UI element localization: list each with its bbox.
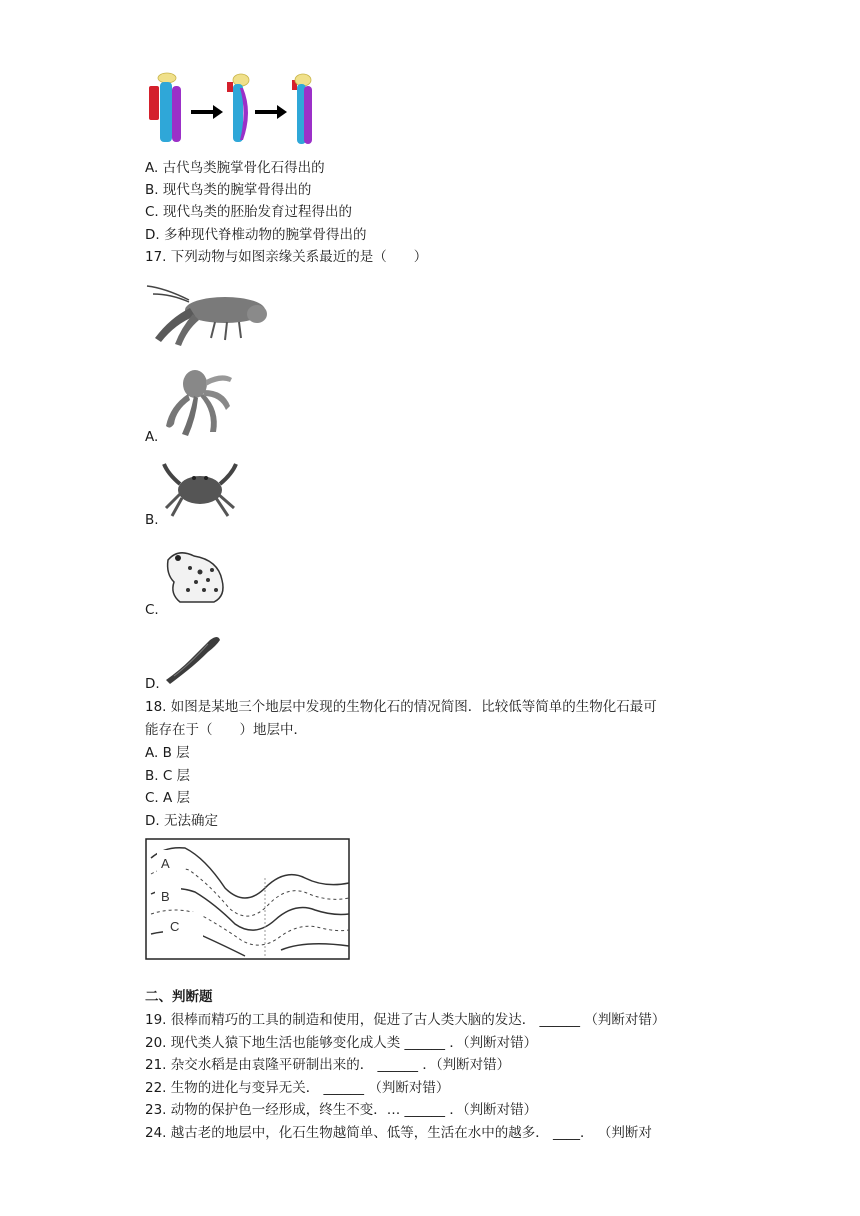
q16-option-a: A. 古代鸟类腕掌骨化石得出的 [145,160,325,176]
q16-option-c: C. 现代鸟类的胚胎发育过程得出的 [145,204,353,220]
q18-option-b: B. C 层 [145,768,191,784]
crab-image [160,460,240,520]
layer-label-a: A [161,856,170,871]
judge-item-24: 24. 越古老的地层中，化石生物越简单、低等，生活在水中的越多． ____． （判断对 [145,1125,652,1141]
earthworm-image [160,630,225,685]
judge-item-22: 22. 生物的进化与变异无关． ______ （判断对错） [145,1080,450,1096]
judge-item-19: 19. 很棒而精巧的工具的制造和使用，促进了古人类大脑的发达． ______ （判断对错） [145,1012,666,1028]
q17-stem: 17. 下列动物与如图亲缘关系最近的是（ ） [145,249,428,265]
judge-item-21: 21. 杂交水稻是由袁隆平研制出来的． ______ ．（判断对错） [145,1057,511,1073]
layer-label-b: B [161,889,170,904]
q17-option-c: C. [145,602,159,618]
q17-option-d: D. [145,676,160,692]
crayfish-image [145,278,270,348]
q18-stem-line2: 能存在于（ ）地层中． [145,722,307,738]
q16-option-b: B. 现代鸟类的腕掌骨得出的 [145,182,312,198]
q18-option-a: A. B 层 [145,745,190,761]
judge-item-23: 23. 动物的保护色一经形成，终生不变．… ______ ．（判断对错） [145,1102,538,1118]
section-title: 二、判断题 [145,989,213,1005]
q17-option-a: A. [145,429,159,445]
q16-option-d: D. 多种现代脊椎动物的腕掌骨得出的 [145,227,367,243]
q18-option-d: D. 无法确定 [145,813,218,829]
octopus-image [160,366,235,438]
frog-image [160,546,232,608]
q18-stem-line1: 18. 如图是某地三个地层中发现的生物化石的情况简图．比较低等简单的生物化石最可 [145,699,657,715]
layer-label-c: C [170,919,180,934]
strata-figure [145,838,350,960]
q17-option-b: B. [145,512,159,528]
q18-option-c: C. A 层 [145,790,191,806]
judge-item-20: 20. 现代类人猿下地生活也能够变化成人类 ______ ．（判断对错） [145,1035,538,1051]
bone-evolution-figure [145,72,325,148]
